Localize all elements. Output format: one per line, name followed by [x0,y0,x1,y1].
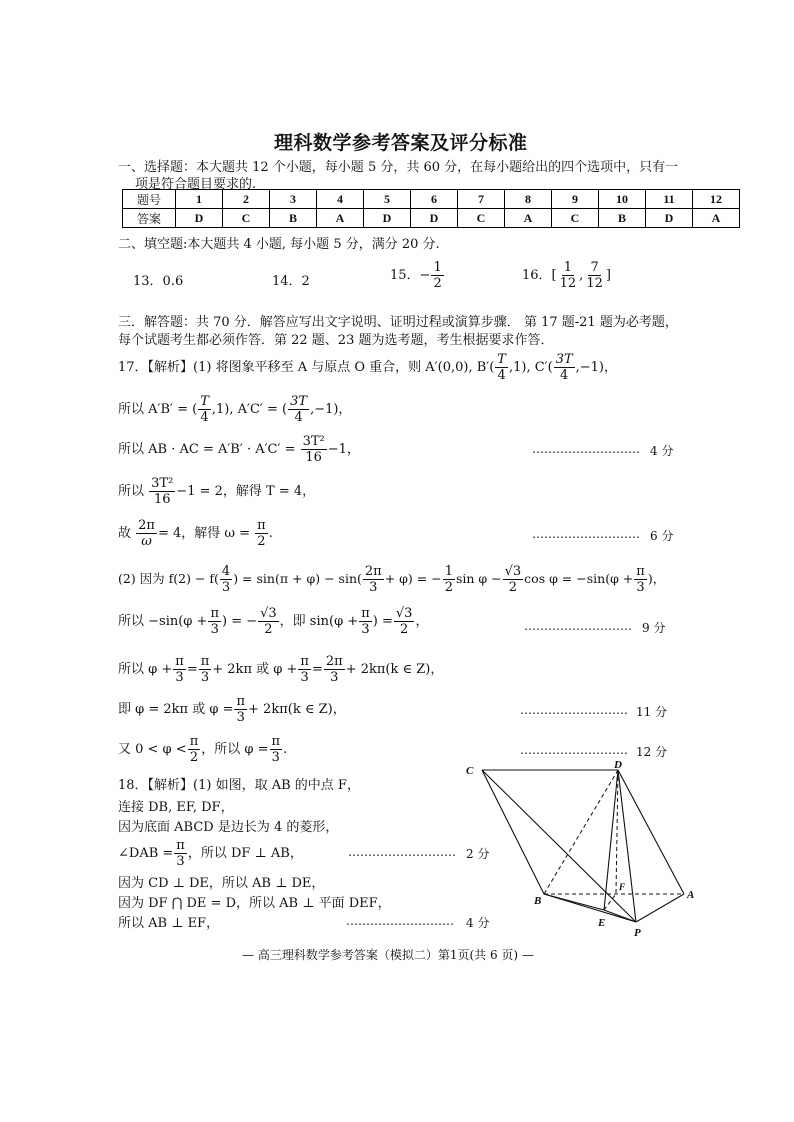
fraction-numerator: 1 [433,260,442,275]
text: ，即 sin(φ + [279,614,359,629]
fraction-denominator: 3 [636,580,645,595]
fraction [234,694,247,725]
edge-DA [618,770,684,894]
fraction-numerator: π [176,838,185,853]
text: ,−1)， [310,402,352,417]
fraction-numerator: π [189,734,199,749]
fraction-numerator: T [497,352,506,367]
answer-cell: B [270,209,317,228]
fraction-numerator: 7 [590,260,599,275]
text: 17．【解析】(1) 将图象平移至 A 与原点 O 重合，则 A′(0,0), B′( [118,360,495,375]
score-q18-4: 4 分 [466,916,490,930]
table-row [123,209,740,228]
answer-15-label: 15． [390,268,420,283]
score-leader: ……………………… [532,527,640,541]
question-number-cell: 11 [646,190,693,209]
text: + 2kπ(k ∈ Z)， [248,702,346,717]
row-label-number: 题号 [123,190,176,209]
score-q17-11: 11 分 [636,705,668,719]
text: ，所以 DF ⊥ AB， [187,846,303,861]
fraction [198,394,211,425]
q17-line7 [118,606,428,637]
q18-line5: 因为 CD ⊥ DE，所以 AB ⊥ DE， [118,876,325,891]
text: 所以 AB · AC = A′B′ · A′C′ = [118,442,300,457]
text: ∠DAB = [118,846,174,861]
section3-intro-line2: 每个试题考生都必须作答．第 22 题、23 题为选考题，考生根据要求作答． [118,333,554,348]
fraction [173,654,186,685]
answer-15 [390,260,445,291]
fraction [495,352,508,383]
text: sin φ − [455,571,502,586]
fraction [301,434,327,465]
fraction-denominator: 2 [508,580,518,595]
text: 故 [118,526,136,541]
fraction [394,606,415,637]
answer-16-fraction-b [584,260,605,291]
fraction [220,564,232,595]
answer-cell: A [317,209,364,228]
fraction-denominator: 3 [210,622,219,637]
question-number-cell: 8 [505,190,552,209]
answer-16-label: 16． [522,268,552,283]
fraction-numerator: π [200,654,210,669]
edge-DB-dashed [544,770,618,894]
question-number-cell: 4 [317,190,364,209]
geometry-figure [460,758,700,940]
fraction [298,654,311,685]
text: 又 0 < φ < [118,742,187,757]
q18-line6: 因为 DF ⋂ DE = D，所以 AB ⊥ 平面 DEF， [118,896,391,911]
fraction [503,564,524,595]
fraction-denominator: 3 [330,670,339,685]
text: ) = [372,614,393,629]
edge-DP [618,770,636,922]
fraction-denominator: ω [141,534,152,549]
answer-cell: D [646,209,693,228]
edge-CB [482,770,544,894]
q18-line4 [118,838,303,869]
fraction [199,654,212,685]
score-leader: ……………………… [524,619,632,633]
answer-cell: A [505,209,552,228]
label-F: F [619,882,626,892]
answer-15-fraction [431,260,443,291]
fraction [136,518,157,549]
fraction-numerator: 2π [364,564,382,579]
fraction-denominator: 2 [433,276,442,291]
text: )， [647,571,666,586]
label-A: A [687,889,695,901]
fraction-numerator: π [175,654,184,669]
question-number-cell: 7 [458,190,505,209]
text: . [283,742,288,757]
score-q17-12: 12 分 [636,745,668,759]
fraction-denominator: 3 [176,854,185,869]
text: ，所以 φ = [201,742,269,757]
section3-intro-line1: 三．解答题：共 70 分．解答应写出文字说明、证明过程或演算步骤． 第 17 题-21 题为必考题， [118,315,678,330]
answer-cell: D [364,209,411,228]
bracket-close: ] [605,268,611,283]
question-number-cell: 9 [552,190,599,209]
edge-CP [482,770,636,922]
question-number-cell: 12 [693,190,740,209]
row-label-answer: 答案 [123,209,176,228]
score-leader: ……………………… [346,914,454,928]
fraction-denominator: 2 [400,622,409,637]
score-q17-6: 6 分 [650,529,674,543]
question-number-cell: 3 [270,190,317,209]
text: + 2kπ 或 φ + [212,662,298,677]
page-title: 理科数学参考答案及评分标准 [274,132,528,154]
fraction-denominator: 16 [153,492,171,507]
text: + 2kπ(k ∈ Z)， [345,662,444,677]
text: 所以 [118,484,149,499]
question-number-cell: 6 [411,190,458,209]
score-leader: ……………………… [348,845,456,859]
q17-line4 [118,476,315,507]
answer-cell: C [552,209,599,228]
text: ) = sin(π + φ) − sin( [233,571,362,586]
fraction [288,394,309,425]
q17-line3 [118,434,360,465]
fraction-numerator: π [300,654,309,669]
fraction-denominator: 4 [294,410,303,425]
question-number-cell: 5 [364,190,411,209]
fraction-denominator: 3 [361,622,370,637]
fraction-numerator: π [361,606,370,621]
question-number-cell: 10 [599,190,646,209]
fraction [270,734,283,765]
text: ) = − [221,614,258,629]
q17-line2 [118,394,351,425]
fraction-denominator: 3 [200,670,210,685]
fraction-numerator: π [210,606,219,621]
answer-cell: C [223,209,270,228]
fraction-numerator: π [236,694,246,709]
fraction-numerator: √3 [395,606,413,621]
answer-cell: D [411,209,458,228]
answer-16 [522,260,611,291]
fraction-denominator: 3 [300,670,309,685]
text: = [186,662,198,677]
text: ,1), C′( [508,360,553,375]
text: cos φ = −sin(φ + [524,571,634,586]
q17-line6 [118,564,665,595]
fraction-numerator: 3T² [151,476,174,491]
fraction-denominator: 4 [560,368,569,383]
edge-PA [636,894,684,922]
fraction-numerator: π [271,734,281,749]
q17-line10 [118,734,287,765]
fraction-denominator: 3 [369,580,378,595]
fraction-denominator: 2 [444,580,453,595]
fraction-denominator: 3 [175,670,184,685]
text: ,1), A′C′ = ( [211,402,288,417]
fraction-denominator: 16 [305,450,322,465]
label-B: B [534,895,542,907]
section1-intro-line1: 一、选择题：本大题共 12 个小题，每小题 5 分，共 60 分，在每小题给出的四个选项中，只有一 [118,160,679,175]
q17-line9 [118,694,346,725]
answer-cell: B [599,209,646,228]
fraction-denominator: 12 [559,276,577,291]
fraction [634,564,647,595]
score-leader: ……………………… [520,743,628,757]
bracket-open: [ [551,268,557,283]
q18-line7: 所以 AB ⊥ EF， [118,916,220,931]
fraction-denominator: 4 [497,368,506,383]
fraction-numerator: π [257,518,266,533]
text: −1， [327,442,360,457]
fraction [258,606,279,637]
fraction [554,352,575,383]
fraction-denominator: 12 [586,276,603,291]
fraction-numerator: 1 [563,260,573,275]
text: 所以 φ + [118,662,173,677]
answer-16-fraction-a [558,260,579,291]
fraction [188,734,201,765]
fraction [174,838,187,869]
fraction [255,518,268,549]
question-number-cell: 2 [223,190,270,209]
answer-cell: D [176,209,223,228]
fraction-denominator: 3 [271,750,280,765]
fraction-denominator: 2 [264,622,273,637]
fraction-numerator: T [200,394,209,409]
text: ,−1)， [575,360,618,375]
answer-15-sign: − [419,268,431,283]
fraction [149,476,175,507]
fraction-numerator: 4 [221,564,231,579]
fraction-numerator: π [636,564,645,579]
label-D: D [614,759,622,771]
fraction-numerator: 1 [444,564,453,579]
fraction-denominator: 4 [200,410,209,425]
q17-line5 [118,518,273,549]
label-C: C [466,765,474,777]
q17-line8 [118,654,443,685]
answer-cell: C [458,209,505,228]
fraction-numerator: √3 [260,606,277,621]
section2-intro: 二、填空题:本大题共 4 小题, 每小题 5 分，满分 20 分. [118,237,440,252]
text: + φ) = − [384,571,442,586]
text: 所以 −sin(φ + [118,614,208,629]
label-E: E [598,917,606,929]
text: 所以 A′B′ = ( [118,402,198,417]
score-q17-9: 9 分 [642,621,666,635]
page-footer: — 高三理科数学参考答案（模拟二）第1页(共 6 页) — [242,948,534,962]
section1-intro-line2: 项是符合题目要求的. [135,177,257,192]
label-P: P [634,927,641,939]
text: . [268,526,273,541]
fraction [363,564,384,595]
fraction [324,654,345,685]
fraction [359,606,372,637]
q18-line2: 连接 DB, EF, DF， [118,800,234,815]
fraction-numerator: 2π [325,654,343,669]
answer-14: 14．2 [272,274,310,289]
fraction-denominator: 3 [221,580,231,595]
fraction [443,564,455,595]
answer-table [122,189,740,228]
question-number-cell: 1 [176,190,223,209]
text: = [311,662,323,677]
score-leader: ……………………… [532,442,640,456]
fraction-numerator: 3T [555,352,573,367]
score-q17-4: 4 分 [650,444,674,458]
fraction-denominator: 2 [189,750,199,765]
fraction-denominator: 2 [257,534,266,549]
text: −1 = 2，解得 T = 4， [176,484,316,499]
q18-line1: 18．【解析】(1) 如图，取 AB 的中点 F， [118,778,360,793]
fraction-numerator: 3T² [302,434,325,449]
fraction-numerator: 3T [290,394,308,409]
q17-line1 [118,352,617,383]
table-row [123,190,740,209]
text: (2) 因为 f(2) − f( [118,571,219,586]
fraction-numerator: √3 [504,564,522,579]
q18-line3: 因为底面 ABCD 是边长为 4 的菱形， [118,820,339,835]
score-leader: ……………………… [520,703,628,717]
text: ， [415,614,429,629]
score-q18-2: 2 分 [466,847,490,861]
answer-13: 13．0.6 [133,274,184,289]
text: 即 φ = 2kπ 或 φ = [118,702,234,717]
fraction-numerator: 2π [138,518,155,533]
comma: , [579,268,584,283]
text: = 4，解得 ω = [157,526,255,541]
answer-cell: A [693,209,740,228]
fraction [208,606,221,637]
fraction-denominator: 3 [236,710,245,725]
